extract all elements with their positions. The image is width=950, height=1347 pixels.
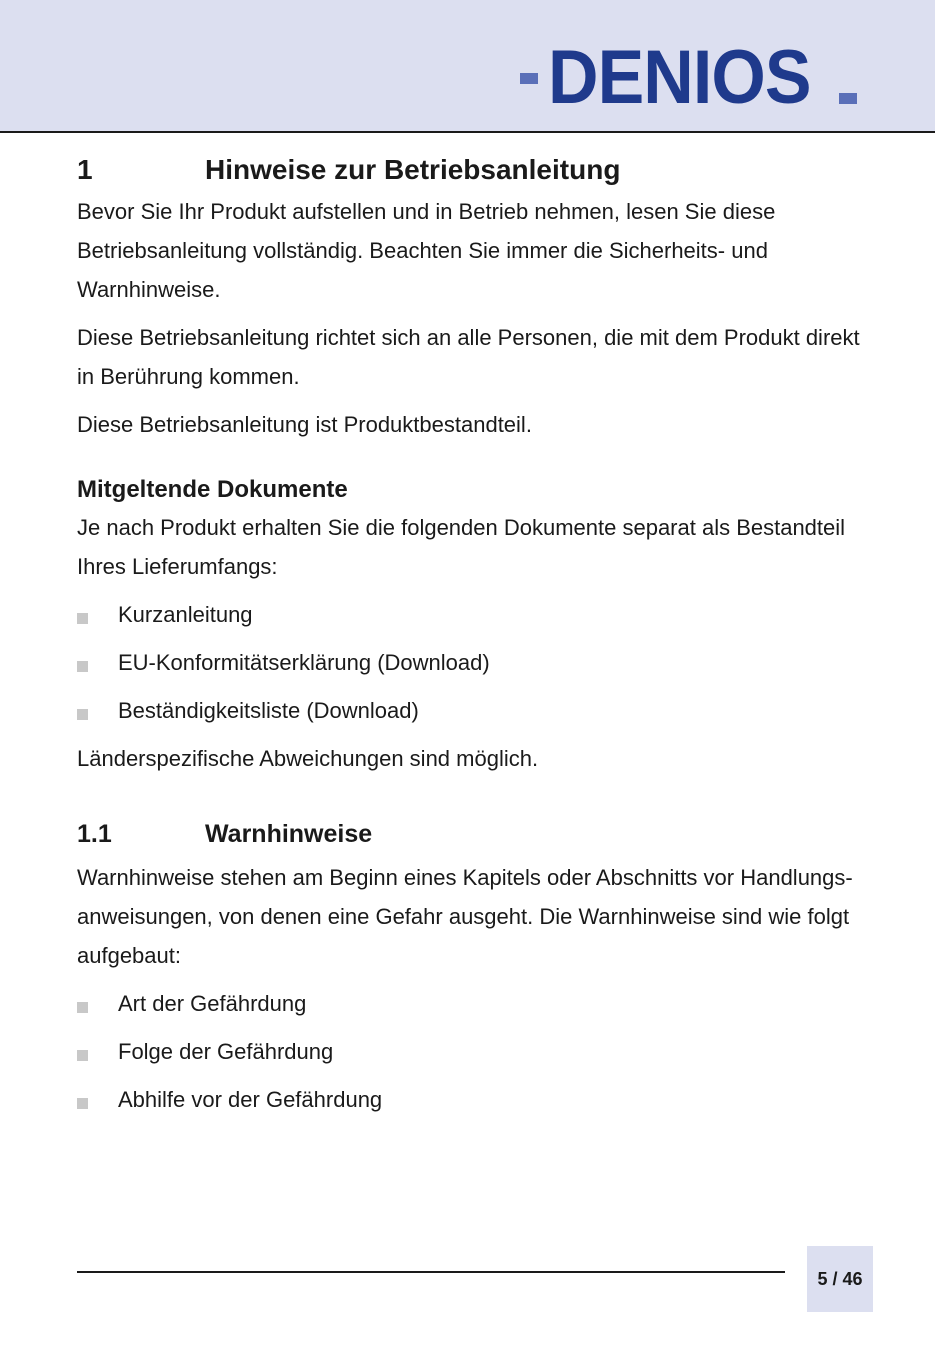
denios-logo <box>520 35 857 120</box>
footer-divider <box>77 1271 785 1273</box>
section-1-1-intro-line-2: anweisungen, von denen eine Gefahr ausgeht. Die Warnhinweise sind wie folgt aufgebaut: <box>77 904 850 968</box>
documents-intro: Je nach Produkt erhalten Sie die folgenden Dokumente separat als Bestandteil Ihres Lieferumfangs: <box>77 515 846 579</box>
list-item <box>77 1080 877 1119</box>
list-item-label: EU-Konformitätserklärung (Download) <box>118 650 490 675</box>
square-bullet-icon <box>77 1002 88 1013</box>
documents-heading: Mitgeltende Dokumente <box>77 476 348 503</box>
section-1-1-intro <box>77 858 877 975</box>
page-number: 5 / 46 <box>817 1268 863 1289</box>
list-item-label: Beständigkeitsliste (Download) <box>118 698 419 723</box>
section-1-number: 1 <box>77 154 93 185</box>
square-bullet-icon <box>77 709 88 720</box>
documents-note: Länderspezifische Abweichungen sind möglich. <box>77 746 539 771</box>
section-1-1-heading <box>77 816 877 852</box>
warning-structure-list <box>77 984 877 1119</box>
documents-list <box>77 595 877 730</box>
list-item <box>77 595 877 634</box>
page-content <box>77 150 877 1128</box>
section-1-paragraph-3: Diese Betriebsanleitung ist Produktbestandteil. <box>77 412 532 437</box>
list-item <box>77 984 877 1023</box>
section-1-paragraph-1: Bevor Sie Ihr Produkt aufstellen und in Betrieb nehmen, lesen Sie diese Betriebsanleitung vollständig. Beachten Sie immer die Sicherheits- und Warnhinweise. <box>77 199 776 302</box>
page-number-box <box>807 1246 873 1312</box>
section-1-1-intro-line-1: Warnhinweise stehen am Beginn eines Kapitels oder Abschnitts vor Handlungs- <box>77 865 853 890</box>
page-header <box>0 0 935 133</box>
square-bullet-icon <box>77 613 88 624</box>
list-item <box>77 1032 877 1071</box>
list-item <box>77 691 877 730</box>
square-bullet-icon <box>77 1050 88 1061</box>
section-1-1-number: 1.1 <box>77 820 112 848</box>
logo-text: DENIOS <box>547 35 811 120</box>
list-item-label: Abhilfe vor der Gefährdung <box>118 1087 383 1112</box>
list-item <box>77 643 877 682</box>
section-1-heading <box>77 150 877 190</box>
section-1-1-title: Warnhinweise <box>205 820 373 848</box>
square-bullet-icon <box>77 661 88 672</box>
section-1-title: Hinweise zur Betriebsanleitung <box>205 154 621 185</box>
square-bullet-icon <box>77 1098 88 1109</box>
section-1-paragraph-2: Diese Betriebsanleitung richtet sich an alle Personen, die mit dem Produkt direkt in Berührung kommen. <box>77 325 860 389</box>
logo-dash-right <box>839 93 857 104</box>
list-item-label: Folge der Gefährdung <box>118 1039 334 1064</box>
logo-dash-left <box>520 73 538 84</box>
list-item-label: Art der Gefährdung <box>118 991 307 1016</box>
list-item-label: Kurzanleitung <box>118 602 253 627</box>
